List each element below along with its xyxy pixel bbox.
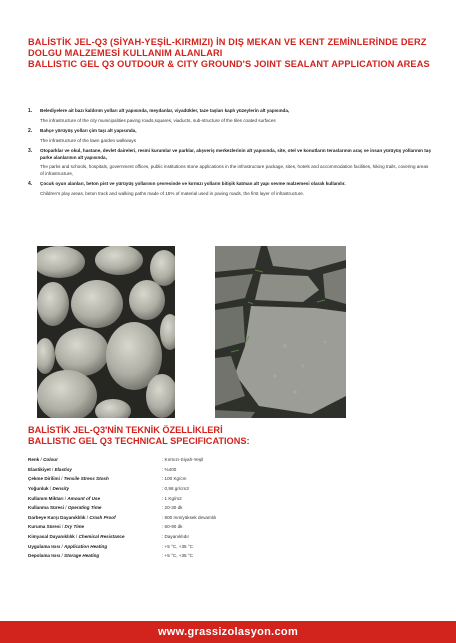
spec-label-tr: Kullanım Miktarı (28, 495, 64, 501)
list-item-number: 3. (28, 148, 33, 154)
spec-label-en: Amount of Use (67, 495, 100, 501)
list-item-text-en: The parks and schools, hospitals, government offices, public institutions stone applications in the infrastructure package, sites, hotels and accommodation facilities, hiking trails, covering areas of infrastructure, (40, 164, 429, 176)
application-areas-list (28, 108, 433, 201)
specifications-table (28, 455, 408, 561)
spec-label-tr: Depolama Isısı (28, 553, 61, 559)
website-link[interactable]: www.grassizolasyon.com (157, 626, 299, 638)
technical-specs-heading (28, 425, 433, 447)
spec-row: Darbeye Karşı Dayanıklılık / Crash Proof : 800 mm/yüksek devamlılı (28, 514, 217, 520)
spec-value: : 0,98 gr/cm3 (162, 486, 189, 492)
spec-row: Yoğunluk / Density : 0,98 gr/cm3 (28, 486, 189, 492)
spec-label-en: Tensile Stress Stosh (63, 476, 109, 482)
list-item-text-en: Children's play areas, beton track and walking paths made of 15% of material used in paving roads, the first layer of infrastructure. (40, 190, 305, 196)
spec-label-tr: Çekme Dirilimi (28, 476, 60, 482)
spec-row: Kimyasal Dayanıklılık / Chemical Resistance : Dayanıklıdır (28, 534, 190, 540)
list-item-number: 2. (28, 128, 33, 134)
spec-value: : %400 (162, 466, 177, 472)
list-item-number: 4. (28, 181, 33, 187)
spec-row: Uygulama Isısı / Application Heating : +5 °C, +35 °C (28, 543, 193, 549)
spec-value: : +5 °C, +35 °C (162, 553, 193, 559)
spec-label-tr: Darbeye Karşı Dayanıklılık (28, 514, 86, 520)
spec-value: : Dayanıklıdır (162, 534, 190, 540)
spec-label-en: Storage Heating (64, 553, 100, 559)
spec-row: Elastikiyet / Elastisy : %400 (28, 466, 177, 472)
spec-value: : 20-30 dk (162, 505, 183, 511)
spec-value: : +5 °C, +35 °C (162, 543, 193, 549)
spec-label-tr: Kullanma Süresi (28, 505, 64, 511)
spec-value: : 60-90 dk (162, 524, 183, 530)
list-item-number: 1. (28, 108, 33, 114)
spec-row: Renk / Colour : Kırmızı-Siyah-Yeşil (28, 457, 204, 463)
footer-bar (0, 621, 456, 643)
spec-value: : 800 mm/yüksek devamlılı (162, 514, 217, 520)
spec-label-en: Operating Time (67, 505, 102, 511)
specs-heading-tr: BALİSTİK JEL-Q3'NİN TEKNİK ÖZELLİKLERİ (28, 425, 223, 435)
spec-label-en: Colour (43, 457, 58, 463)
spec-row: Çekme Dirilimi / Tensile Stress Stosh : 100 Kg/cm (28, 476, 187, 482)
spec-label-en: Application Heating (64, 543, 108, 549)
spec-label-tr: Kuruma Süresi (28, 524, 61, 530)
list-item-text-tr: Bahçe yürüyüş yolları çim taşı alt yapısında, (40, 128, 137, 133)
spec-label-tr: Kimyasal Dayanıklılık (28, 534, 75, 540)
spec-label-tr: Uygulama Isısı (28, 543, 61, 549)
list-item-text-tr: Çocuk oyun alanları, beton pist ve yürüyüş yollarının çevresinde ve kırmızı yolların bitişik katman alt yapı sevme malzemesi olarak kullanılır. (40, 181, 346, 186)
list-item-text-en: The infrastructure of the city municipalities paving roads,squares, viaducts, sub-structure of the tiles coated surfaces (40, 117, 276, 123)
list-item (28, 128, 433, 144)
heading-tr-line-1: BALİSTİK JEL-Q3 (SİYAH-YEŞİL-KIRMIZI) İN DIŞ MEKAN VE KENT ZEMİNLERİNDE DERZ (28, 37, 427, 47)
spec-label-en: Elastisy (54, 466, 72, 472)
spec-label-tr: Elastikiyet (28, 466, 51, 472)
application-areas-heading (28, 37, 433, 70)
spec-value: : 100 Kg/cm (162, 476, 187, 482)
list-item-text-en: The infrastructure of the lawn garden walkways (40, 137, 137, 143)
spec-label-tr: Renk (28, 457, 40, 463)
list-item (28, 181, 433, 197)
spec-label-en: Density (52, 486, 70, 492)
list-item (28, 108, 433, 124)
river-stones-photo (37, 246, 175, 418)
spec-row: Kullanma Süresi / Operating Time : 20-30 dk (28, 505, 183, 511)
spec-row: Depolama Isısı / Storage Heating : +5 °C, +35 °C (28, 553, 193, 559)
spec-label-en: Chemical Resistance (78, 534, 125, 540)
spec-label-en: Crash Proof (89, 514, 116, 520)
spec-row: Kullanım Miktarı / Amount of Use : 1 Kg/m2 (28, 495, 182, 501)
list-item-text-tr: Belediyelere ait bazı kaldırım yolları alt yapısında, meydanlar, viyadükler, taze taşları kaplı yüzeylerin alt yapısında, (40, 108, 290, 113)
list-item (28, 148, 433, 177)
spec-row: Kuruma Süresi / Dry Time : 60-90 dk (28, 524, 183, 530)
specs-heading-en: BALLISTIC GEL Q3 TECHNICAL SPECIFICATIONS: (28, 436, 250, 446)
spec-label-tr: Yoğunluk (28, 486, 49, 492)
spec-label-en: Dry Time (64, 524, 85, 530)
list-item-text-tr: Otoparklar ve okul, hastane, devlet daireleri, resmi kurumlar ve parklar, alışveriş merkezlerinin alt yapısında, site, otel ve konutların teraslarının araç ve insan yürüyüş yollarının taş parke alanlarının alt yapısında, (40, 148, 431, 160)
heading-tr-line-2: DOLGU MALZEMESİ KULLANIM ALANLARI (28, 48, 223, 58)
spec-value: : Kırmızı-Siyah-Yeşil (162, 457, 204, 463)
spec-value: : 1 Kg/m2 (162, 495, 182, 501)
paving-stones-photo (215, 246, 346, 418)
heading-en-line: BALLISTIC GEL Q3 OUTDOUR & CITY GROUND'S JOINT SEALANT APPLICATION AREAS (28, 59, 430, 69)
